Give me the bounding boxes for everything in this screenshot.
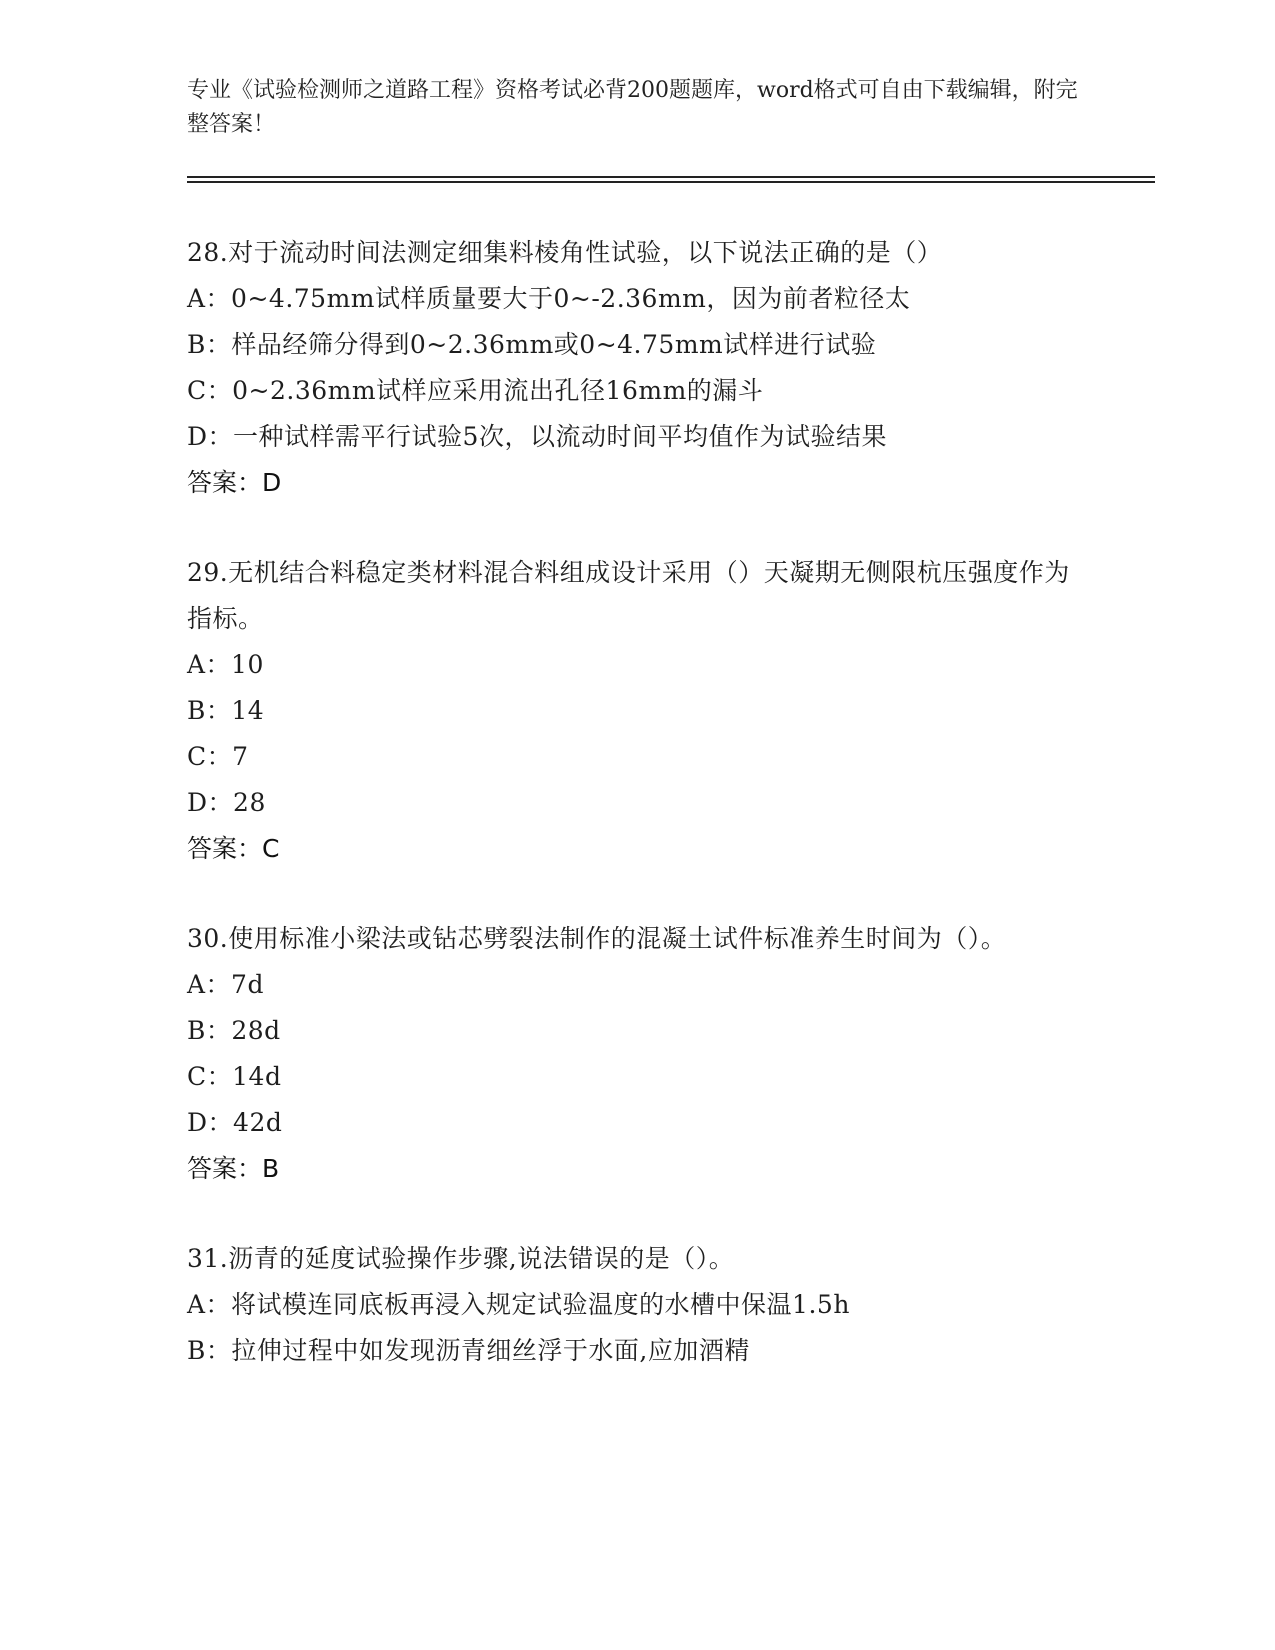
option-b: B：14 <box>187 696 265 725</box>
option-a: A：7d <box>187 970 264 999</box>
question-stem: 30.使用标准小梁法或钻芯劈裂法制作的混凝土试件标准养生时间为（）。 <box>187 924 1007 953</box>
question-list <box>187 230 1087 1418</box>
option-c: C：7 <box>187 742 249 771</box>
option-a: A：0~4.75mm试样质量要大于0~-2.36mm，因为前者粒径太 <box>187 284 911 313</box>
document-header: 专业《试验检测师之道路工程》资格考试必背200题题库，word格式可自由下载编辑，附完整答案！ <box>187 78 1078 137</box>
question-29 <box>187 550 1087 872</box>
option-b: B：拉伸过程中如发现沥青细丝浮于水面,应加酒精 <box>187 1336 750 1365</box>
answer-label: 答案：B <box>187 1154 280 1183</box>
question-31 <box>187 1236 1087 1374</box>
question-stem: 29.无机结合料稳定类材料混合料组成设计采用（）天凝期无侧限杭压强度作为指标。 <box>187 558 1070 633</box>
question-stem: 31.沥青的延度试验操作步骤,说法错误的是（）。 <box>187 1244 735 1273</box>
answer-label: 答案：D <box>187 468 282 497</box>
option-b: B：28d <box>187 1016 281 1045</box>
question-stem: 28.对于流动时间法测定细集料棱角性试验，以下说法正确的是（） <box>187 238 943 267</box>
answer-label: 答案：C <box>187 834 280 863</box>
option-d: D：28 <box>187 788 266 817</box>
question-30 <box>187 916 1087 1192</box>
option-d: D：一种试样需平行试验5次，以流动时间平均值作为试验结果 <box>187 422 887 451</box>
question-28 <box>187 230 1087 506</box>
header-divider-bottom <box>187 181 1155 183</box>
option-c: C：14d <box>187 1062 282 1091</box>
option-a: A：10 <box>187 650 264 679</box>
option-d: D：42d <box>187 1108 283 1137</box>
option-c: C：0~2.36mm试样应采用流出孔径16mm的漏斗 <box>187 376 764 405</box>
header-divider-top <box>187 176 1155 178</box>
option-a: A：将试模连同底板再浸入规定试验温度的水槽中保温1.5h <box>187 1290 850 1319</box>
option-b: B：样品经筛分得到0~2.36mm或0~4.75mm试样进行试验 <box>187 330 877 359</box>
